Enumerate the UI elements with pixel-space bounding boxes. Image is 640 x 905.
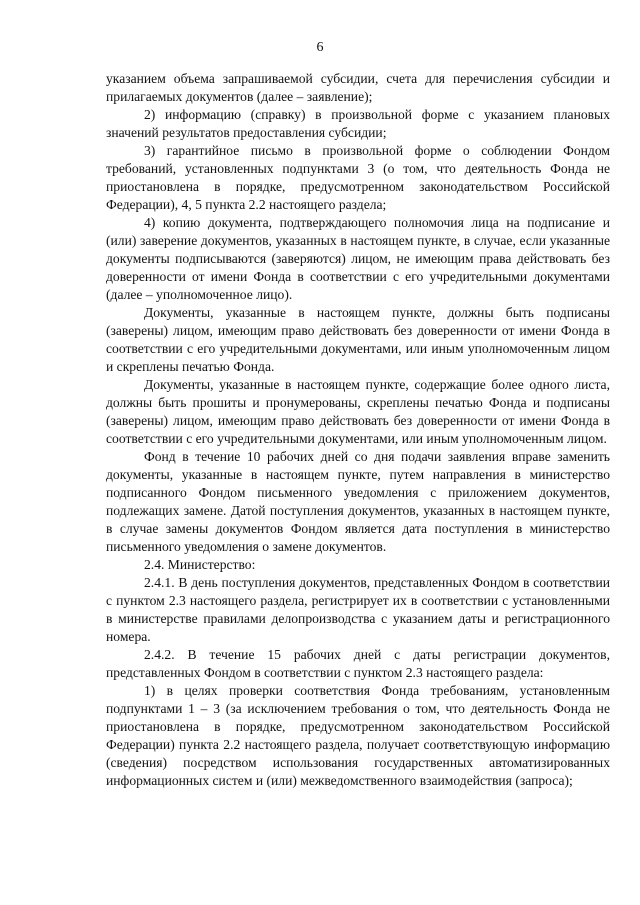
section-heading-2-4: 2.4. Министерство: [144, 557, 256, 572]
paragraph-signature-requirement: Документы, указанные в настоящем пункте, должны быть подписаны (заверены) лицом, имеющим право действовать без доверенности от имени Фонда в соответствии с его учредительными документами, или иным уполномоченным лицом и скреплены печатью Фонда. [106, 305, 610, 374]
paragraph-continuation: указанием объема запрашиваемой субсидии, счета для перечисления субсидии и прилагаемых документов (далее – заявление); [106, 71, 610, 104]
paragraph-binding-requirement: Документы, указанные в настоящем пункте, содержащие более одного листа, должны быть прошиты и пронумерованы, скреплены печатью Фонда и подписаны (заверены) лицом, имеющим право действовать без доверенности от имени Фонда в соответствии с его учредительными документами, или иным уполномоченным лицом. [106, 377, 610, 446]
paragraph-2-4-2: 2.4.2. В течение 15 рабочих дней с даты регистрации документов, представленных Фондом в соответствии с пунктом 2.3 настоящего раздела: [106, 647, 610, 680]
paragraph-2-4-1: 2.4.1. В день поступления документов, представленных Фондом в соответствии с пунктом 2.3 настоящего раздела, регистрирует их в соответствии с установленными в министерстве правилами делопроизводства с указанием даты и регистрационного номера. [106, 575, 610, 644]
paragraph-2-4-2-item-1: 1) в целях проверки соответствия Фонда требованиям, установленным подпунктами 1 – 3 (за исключением требования о том, что деятельность Фонда не приостановлена в порядке, предусмотренном законодательством Российской Федерации) пункта 2.2 настоящего раздела, получает соответствующую информацию (сведения) посредством использования государственных автоматизированных информационных систем и (или) межведомственного взаимодействия (запроса); [106, 683, 610, 788]
paragraph-item-3: 3) гарантийное письмо в произвольной форме о соблюдении Фондом требований, установленных подпунктами 3 (о том, что деятельность Фонда не приостановлена в порядке, предусмотренном законодательством Российской Федерации), 4, 5 пункта 2.2 настоящего раздела; [106, 143, 610, 212]
paragraph-item-2: 2) информацию (справку) в произвольной форме с указанием плановых значений результатов предоставления субсидии; [106, 107, 610, 140]
document-body [106, 70, 610, 790]
paragraph-item-4: 4) копию документа, подтверждающего полномочия лица на подписание и (или) заверение документов, указанных в настоящем пункте, в случае, если указанные документы подписываются (заверяются) лицом, не имеющим права действовать без доверенности от имени Фонда в соответствии с его учредительными документами (далее – уполномоченное лицо). [106, 215, 610, 302]
paragraph-document-replacement: Фонд в течение 10 рабочих дней со дня подачи заявления вправе заменить документы, указанные в настоящем пункте, путем направления в министерство подписанного Фондом письменного уведомления с приложением документов, подлежащих замене. Датой поступления документов, указанных в настоящем пункте, в случае замены документов Фондом является дата поступления в министерство письменного уведомления о замене документов. [106, 449, 610, 554]
page-number: 6 [316, 40, 324, 55]
